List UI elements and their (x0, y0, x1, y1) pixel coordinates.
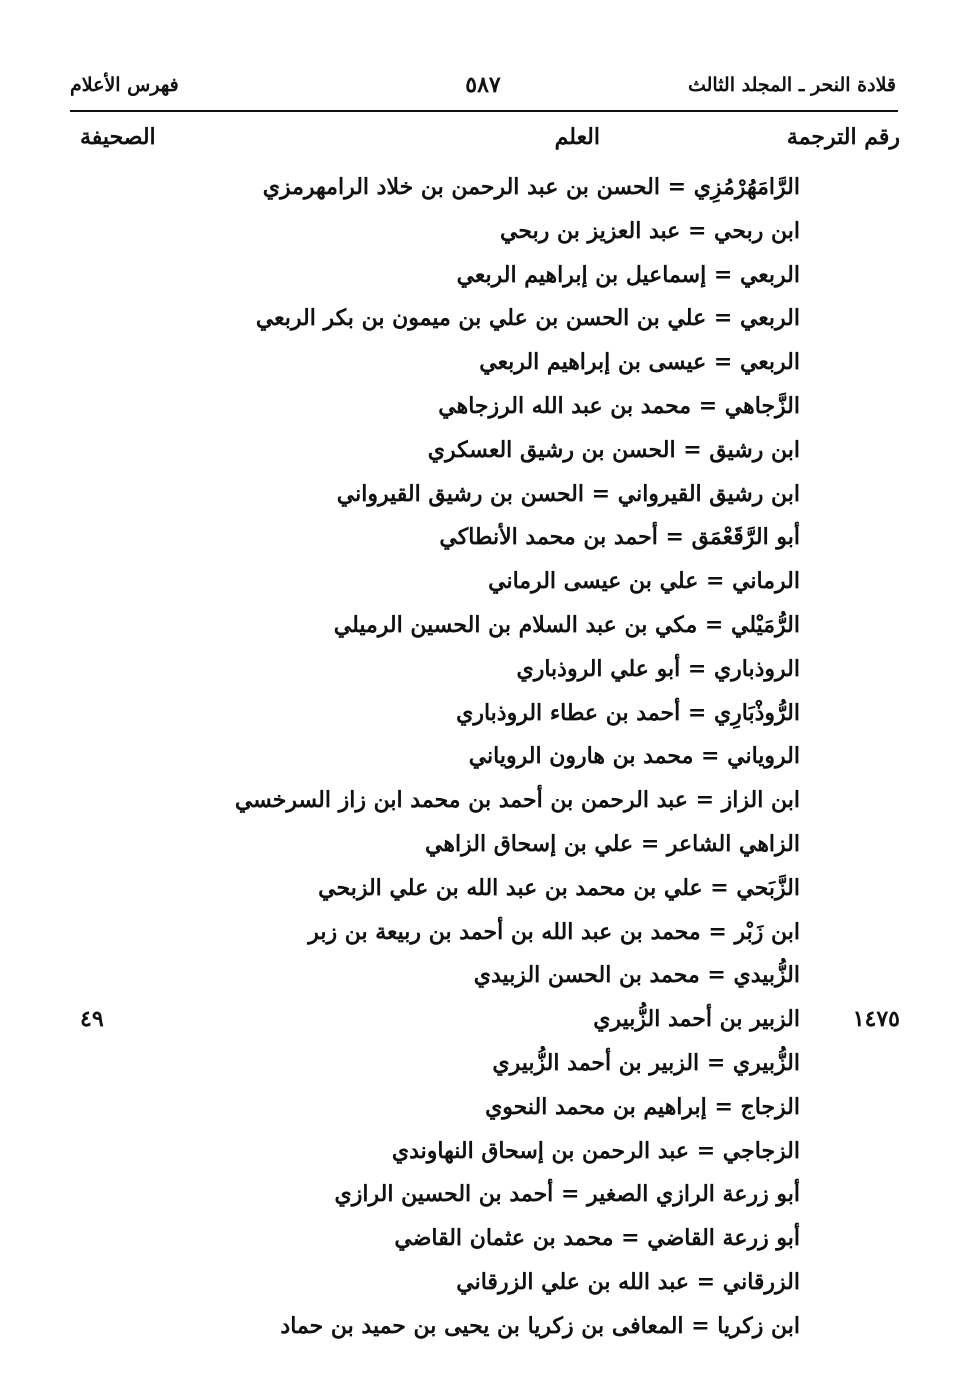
index-entry (60, 1086, 900, 1130)
entry-name: أبو زرعة القاضي = محمد بن عثمان القاضي (394, 1225, 800, 1252)
index-entry (60, 1217, 900, 1261)
page-number: ٥٨٧ (465, 72, 501, 98)
entry-number: ١٤٧٥ (852, 1006, 900, 1033)
entry-name: الزجاج = إبراهيم بن محمد النحوي (485, 1093, 800, 1120)
book-title: قلادة النحر ـ المجلد الثالث (687, 74, 896, 96)
index-entry (60, 648, 900, 692)
entry-name: أبو زرعة الرازي الصغير = أحمد بن الحسين الرازي (334, 1181, 800, 1208)
index-entry (60, 998, 900, 1042)
index-entry (60, 779, 900, 823)
index-entry (60, 867, 900, 911)
index-entry (60, 954, 900, 998)
index-entry (60, 823, 900, 867)
index-entry (60, 210, 900, 254)
entry-name: أبو الرَّقَعْمَق = أحمد بن محمد الأنطاكي (439, 524, 800, 551)
index-entry (60, 1305, 900, 1349)
entry-name: ابن الزاز = عبد الرحمن بن أحمد بن محمد ابن زاز السرخسي (234, 787, 800, 814)
entry-name: الزاهي الشاعر = علي بن إسحاق الزاهي (425, 830, 800, 857)
entry-name: ابن ربحي = عبد العزيز بن ربحي (500, 217, 800, 244)
header-rule (70, 110, 898, 112)
index-entry (60, 385, 900, 429)
entry-name: الروياني = محمد بن هارون الروياني (468, 743, 800, 770)
entry-name: الزرقاني = عبد الله بن علي الزرقاني (456, 1268, 800, 1295)
entry-name: الزبير بن أحمد الزُّبيري (593, 1006, 800, 1033)
entry-name: ابن زَبْر = محمد بن عبد الله بن أحمد بن ربيعة بن زبر (308, 918, 800, 945)
entry-name: الرماني = علي بن عيسى الرماني (488, 568, 800, 595)
running-header (70, 72, 896, 104)
entry-name: الرَّامَهُرْمُزِي = الحسن بن عبد الرحمن بن خلاد الرامهرمزي (262, 174, 800, 200)
index-entry (60, 1261, 900, 1305)
entry-page: ٤٩ (80, 1006, 104, 1033)
entry-name: ابن رشيق = الحسن بن رشيق العسكري (427, 436, 800, 463)
column-heading-number: رقم الترجمة (786, 124, 900, 150)
index-entry (60, 254, 900, 298)
index-entry (60, 1173, 900, 1217)
entry-name: الزَّجاهي = محمد بن عبد الله الرزجاهي (438, 392, 800, 419)
column-heading-name: العلم (554, 124, 600, 150)
index-entry (60, 735, 900, 779)
index-entry (60, 516, 900, 560)
entry-name: الزجاجي = عبد الرحمن بن إسحاق النهاوندي (391, 1137, 800, 1164)
index-entry (60, 692, 900, 736)
index-entry (60, 1042, 900, 1086)
index-entry (60, 1130, 900, 1174)
entry-name: الرُّمَيْلي = مكي بن عبد السلام بن الحسين الرميلي (333, 611, 800, 638)
entry-name: الربعي = إسماعيل بن إبراهيم الربعي (456, 261, 800, 288)
index-entry (60, 911, 900, 955)
entry-name: ابن رشيق القيرواني = الحسن بن رشيق القيرواني (336, 480, 800, 507)
entry-name: الزُّبيري = الزبير بن أحمد الزُّبيري (492, 1049, 800, 1076)
entry-name: الزُّبيدي = محمد بن الحسن الزبيدي (473, 962, 800, 989)
index-entry (60, 473, 900, 517)
column-headings (70, 124, 900, 164)
entry-name: الروذباري = أبو علي الروذباري (516, 655, 800, 682)
entry-name: الربعي = علي بن الحسن بن علي بن ميمون بن بكر الربعي (255, 305, 800, 332)
index-entry (60, 604, 900, 648)
entry-name: الرُّوذْبَارِي = أحمد بن عطاء الروذباري (456, 699, 800, 726)
section-title: فهرس الأعلام (70, 74, 179, 96)
index-entry (60, 341, 900, 385)
entry-name: ابن زكريا = المعافى بن زكريا بن يحيى بن حميد بن حماد (280, 1312, 800, 1339)
column-heading-page: الصحيفة (80, 124, 156, 150)
index-entries (60, 166, 900, 1339)
index-entry (60, 166, 900, 210)
index-entry (60, 429, 900, 473)
index-entry (60, 297, 900, 341)
entry-name: الزَّبَحي = علي بن محمد بن عبد الله بن علي الزبحي (318, 874, 800, 901)
index-entry (60, 560, 900, 604)
entry-name: الربعي = عيسى بن إبراهيم الربعي (479, 349, 800, 376)
